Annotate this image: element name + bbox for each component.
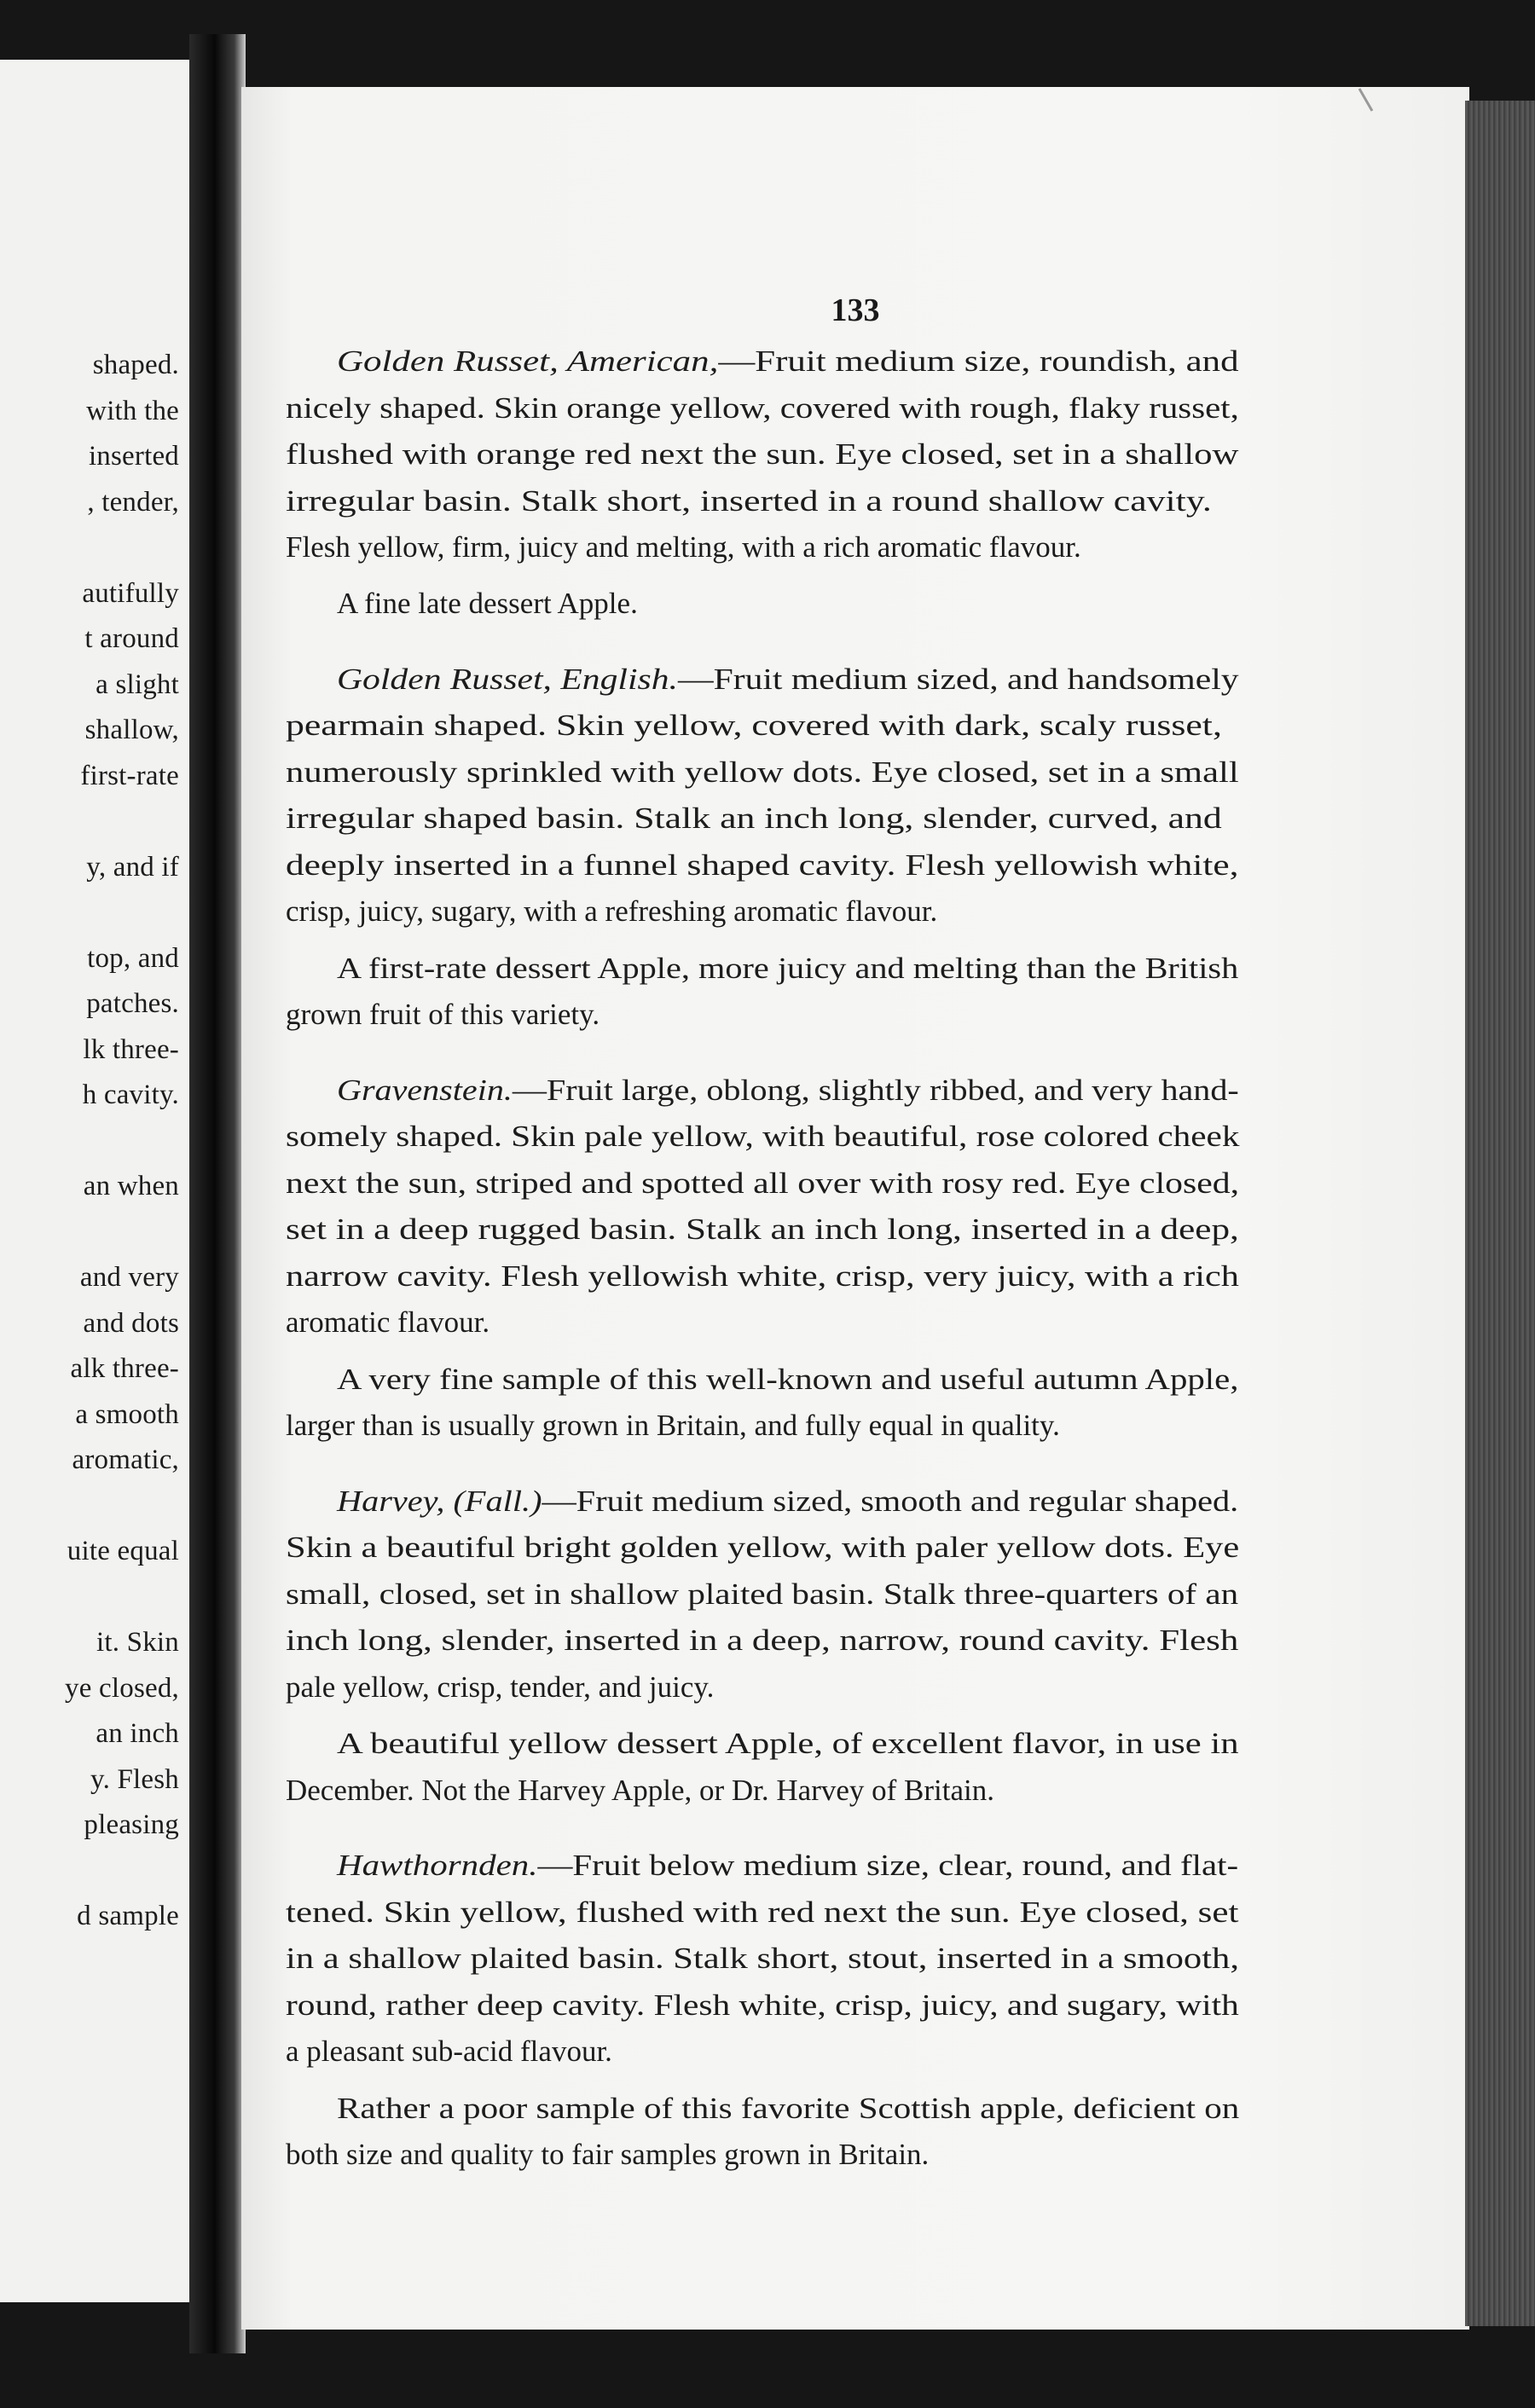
description-line: pale yellow, crisp, tender, and juicy. — [286, 1670, 715, 1704]
previous-page-line: h cavity. — [82, 1080, 179, 1110]
description-line: inch long, slender, inserted in a deep, narrow, round cavity. Flesh — [286, 1624, 1239, 1658]
description-line: Flesh yellow, firm, juicy and melting, with a rich aromatic flavour. — [286, 530, 1081, 564]
previous-page-line: patches. — [86, 988, 179, 1019]
assessment-line: Rather a poor sample of this favorite Scottish apple, deficient on — [337, 2091, 1240, 2125]
description-line: —Fruit below medium size, clear, round, and flat- — [537, 1849, 1239, 1883]
assessment-line: A very fine sample of this well-known and useful autumn Apple, — [337, 1362, 1239, 1396]
description-line: nicely shaped. Skin orange yellow, covered with rough, flaky russet, — [286, 391, 1239, 425]
description-line: —Fruit large, oblong, slightly ribbed, and very hand- — [512, 1073, 1239, 1107]
variety-name: Golden Russet, American, — [337, 344, 719, 378]
assessment-line: larger than is usually grown in Britain, and fully equal in quality. — [286, 1409, 1060, 1443]
previous-page-line: t around — [84, 623, 179, 654]
previous-page-line: uite equal — [67, 1536, 179, 1566]
description-line: pearmain shaped. Skin yellow, covered with dark, scaly russet, — [286, 709, 1222, 743]
assessment-line: both size and quality to fair samples grown in Britain. — [286, 2138, 930, 2171]
assessment-line: A fine late dessert Apple. — [337, 587, 638, 621]
description-line: somely shaped. Skin pale yellow, with beautiful, rose colored cheek — [286, 1120, 1240, 1154]
description-line: flushed with orange red next the sun. Eye closed, set in a shallow — [286, 437, 1239, 471]
variety-name: Hawthornden. — [337, 1849, 538, 1883]
previous-page-fragment — [0, 60, 189, 2302]
description-line: aromatic flavour. — [286, 1305, 490, 1340]
variety-name: Gravenstein. — [337, 1073, 513, 1107]
description-line: irregular shaped basin. Stalk an inch long, slender, curved, and — [286, 802, 1222, 836]
book-page — [241, 87, 1469, 2330]
description-line: —Fruit medium sized, smooth and regular shaped. — [542, 1484, 1239, 1518]
description-line: in a shallow plaited basin. Stalk short, stout, inserted in a smooth, — [286, 1942, 1240, 1976]
previous-page-line: autifully — [82, 577, 179, 609]
variety-name: Harvey, (Fall.) — [337, 1484, 542, 1518]
description-line: narrow cavity. Flesh yellowish white, crisp, very juicy, with a rich — [286, 1259, 1239, 1293]
previous-page-line: inserted — [88, 441, 179, 472]
description-line: deeply inserted in a funnel shaped cavity. Flesh yellowish white, — [286, 848, 1239, 882]
previous-page-line: aromatic, — [72, 1444, 179, 1475]
description-line: next the sun, striped and spotted all over with rosy red. Eye closed, — [286, 1166, 1240, 1200]
previous-page-line: shaped. — [92, 350, 179, 380]
previous-page-line: a slight — [96, 669, 179, 700]
previous-page-line: ye closed, — [65, 1672, 179, 1704]
description-line: numerously sprinkled with yellow dots. Eye closed, set in a small — [286, 755, 1239, 789]
previous-page-line: with the — [86, 395, 179, 426]
book-page-edges — [1465, 101, 1535, 2326]
previous-page-line: d sample — [77, 1901, 179, 1931]
previous-page-line: it. Skin — [96, 1627, 179, 1658]
description-line: small, closed, set in shallow plaited basin. Stalk three-quarters of an — [286, 1577, 1239, 1611]
previous-page-line: top, and — [87, 942, 179, 974]
variety-name: Golden Russet, English. — [337, 662, 678, 696]
previous-page-line: y, and if — [86, 851, 179, 883]
description-line: set in a deep rugged basin. Stalk an inch long, inserted in a deep, — [286, 1213, 1239, 1247]
description-line: crisp, juicy, sugary, with a refreshing aromatic flavour. — [286, 894, 938, 929]
assessment-line: A beautiful yellow dessert Apple, of excellent flavor, in use in — [337, 1727, 1239, 1761]
description-line: Skin a beautiful bright golden yellow, with paler yellow dots. Eye — [286, 1531, 1240, 1565]
assessment-line: A first-rate dessert Apple, more juicy and melting than the British — [337, 951, 1239, 985]
assessment-line: grown fruit of this variety. — [286, 998, 600, 1032]
previous-page-line: and very — [79, 1262, 179, 1293]
previous-page-line: an when — [83, 1171, 179, 1201]
previous-page-line: an inch — [96, 1718, 179, 1749]
page-gutter — [189, 34, 246, 2353]
previous-page-line: pleasing — [84, 1809, 179, 1840]
page-number: 133 — [831, 292, 880, 328]
description-line: irregular basin. Stalk short, inserted in a round shallow cavity. — [286, 483, 1212, 518]
description-line: —Fruit medium sized, and handsomely — [677, 662, 1239, 696]
previous-page-line: y. Flesh — [90, 1763, 179, 1795]
previous-page-line: , tender, — [87, 486, 179, 518]
description-line: round, rather deep cavity. Flesh white, crisp, juicy, and sugary, with — [286, 1988, 1239, 2022]
previous-page-line: alk three- — [70, 1353, 179, 1384]
previous-page-line: lk three- — [83, 1033, 179, 1065]
previous-page-line: first-rate — [80, 760, 179, 791]
scan-mark — [1358, 88, 1374, 111]
previous-page-line: a smooth — [75, 1398, 179, 1430]
description-line: a pleasant sub-acid flavour. — [286, 2035, 612, 2069]
description-line: —Fruit medium size, roundish, and — [718, 344, 1239, 378]
description-line: tened. Skin yellow, flushed with red next the sun. Eye closed, set — [286, 1895, 1239, 1929]
previous-page-line: shallow, — [84, 715, 179, 745]
assessment-line: December. Not the Harvey Apple, or Dr. Harvey of Britain. — [286, 1773, 994, 1807]
previous-page-line: and dots — [83, 1307, 179, 1339]
